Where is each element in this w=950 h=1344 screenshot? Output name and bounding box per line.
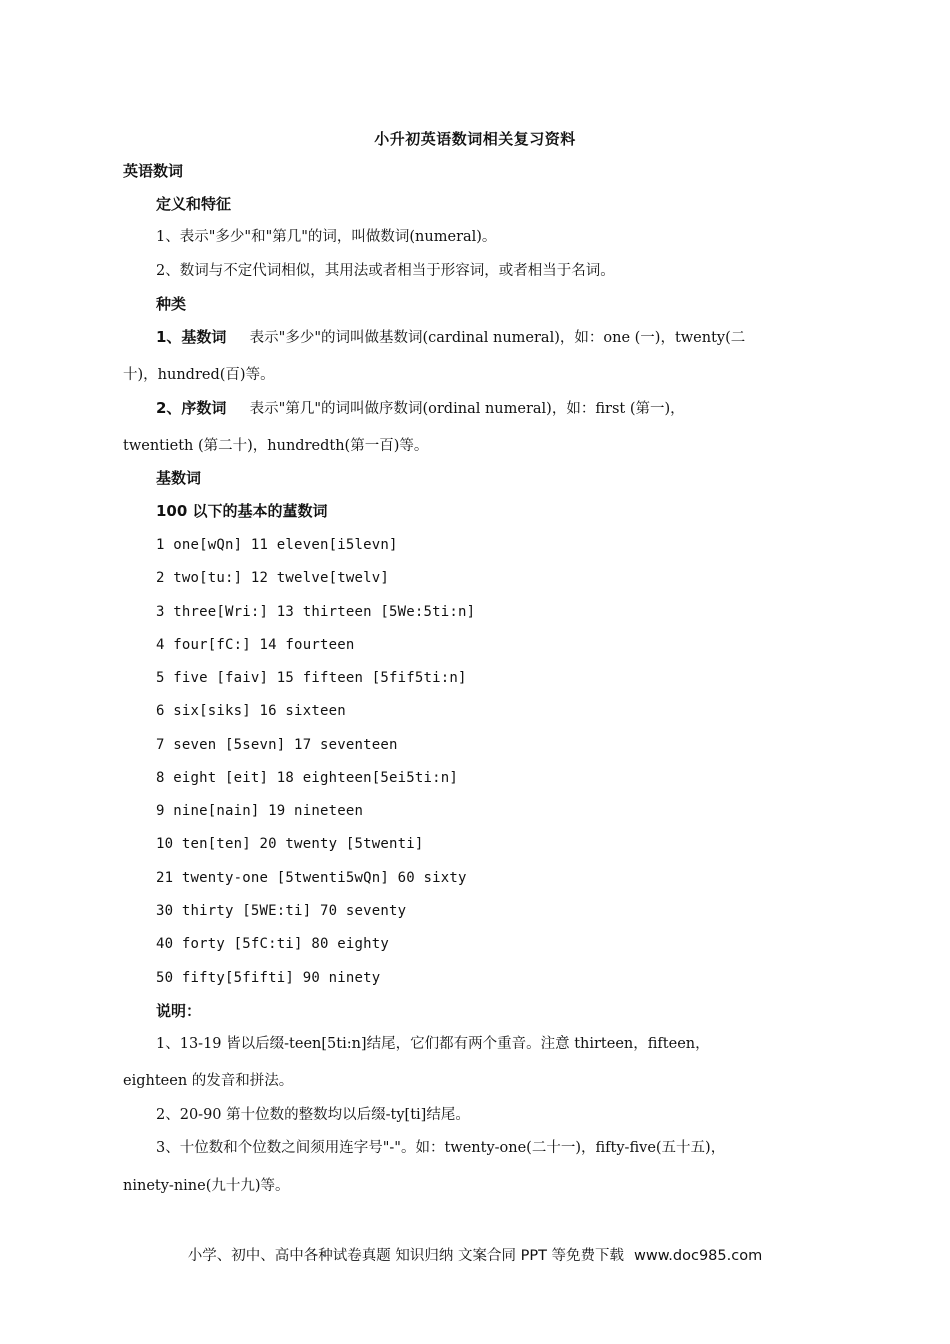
cardinal-heading: 基数词: [156, 469, 202, 487]
number-list-item: 5 five [faiv] 15 fifteen [5fif5ti:n]: [156, 670, 467, 686]
number-list-item: 3 three[Wri:] 13 thirteen [5We:5ti:n]: [156, 604, 476, 620]
section-heading: 英语数词: [123, 162, 184, 180]
document-title: 小升初英语数词相关复习资料: [374, 130, 576, 148]
footer-site-link[interactable]: www.doc985.com: [634, 1248, 763, 1264]
definition-line-2: 2、数词与不定代词相似，其用法或者相当于形容词，或者相当于名词。: [156, 263, 615, 279]
type-ordinal-text: 表示"第几"的词叫做序数词(ordinal numeral)，如：first (第一)，: [249, 401, 685, 417]
type-ordinal-label: 2、序数词: [156, 399, 227, 417]
note-2-line-1: 2、20-90 第十位数的整数均以后缀-ty[ti]结尾。: [156, 1107, 470, 1123]
number-list-item: 40 forty [5fC:ti] 80 eighty: [156, 936, 389, 952]
number-list-item: 9 nine[nain] 19 nineteen: [156, 803, 364, 819]
type-cardinal-line-2: 十)，hundred(百)等。: [123, 367, 275, 383]
basic-cardinal-heading: 100 以下的基本的蓳数词: [156, 502, 328, 520]
note-1-line-1: 1、13-19 皆以后缀-teen[5ti:n]结尾，它们都有两个重音。注意 thirteen，fifteen，: [156, 1036, 710, 1052]
number-list-item: 10 ten[ten] 20 twenty [5twenti]: [156, 836, 424, 852]
number-list-item: 50 fifty[5fifti] 90 ninety: [156, 970, 381, 986]
number-list-item: 30 thirty [5WE:ti] 70 seventy: [156, 903, 407, 919]
number-list-item: 8 eight [eit] 18 eighteen[5ei5ti:n]: [156, 770, 459, 786]
number-list-item: 4 four[fC:] 14 fourteen: [156, 637, 355, 653]
type-cardinal-line-1: [156, 327, 745, 348]
type-ordinal-line-2: twentieth (第二十)，hundredth(第一百)等。: [123, 438, 429, 454]
note-1-line-2: eighteen 的发音和拼法。: [123, 1073, 294, 1089]
type-ordinal-line-1: [156, 398, 685, 419]
notes-heading: 说明：: [156, 1002, 202, 1020]
note-3-line-1: 3、十位数和个位数之间须用连字号"-"。如：twenty-one(二十一)，fifty-five(五十五)，: [156, 1140, 726, 1156]
number-list-item: 1 one[wQn] 11 eleven[i5levn]: [156, 537, 398, 553]
footer-text: 小学、初中、高中各种试卷真题 知识归纳 文案合同 PPT 等免费下载: [187, 1248, 625, 1264]
definition-line-1: 1、表示"多少"和"第几"的词，叫做数词(numeral)。: [156, 229, 497, 245]
definition-heading: 定义和特征: [156, 195, 232, 213]
number-list-item: 2 two[tu:] 12 twelve[twelv]: [156, 570, 389, 586]
type-cardinal-text: 表示"多少"的词叫做基数词(cardinal numeral)，如：one (一)，twenty(二: [249, 330, 746, 346]
number-list-item: 7 seven [5sevn] 17 seventeen: [156, 737, 398, 753]
note-3-line-2: ninety-nine(九十九)等。: [123, 1178, 290, 1194]
types-heading: 种类: [156, 295, 187, 313]
number-list-item: 6 six[siks] 16 sixteen: [156, 703, 346, 719]
page-footer: [0, 1244, 950, 1265]
type-cardinal-label: 1、基数词: [156, 328, 227, 346]
number-list-item: 21 twenty-one [5twenti5wQn] 60 sixty: [156, 870, 467, 886]
